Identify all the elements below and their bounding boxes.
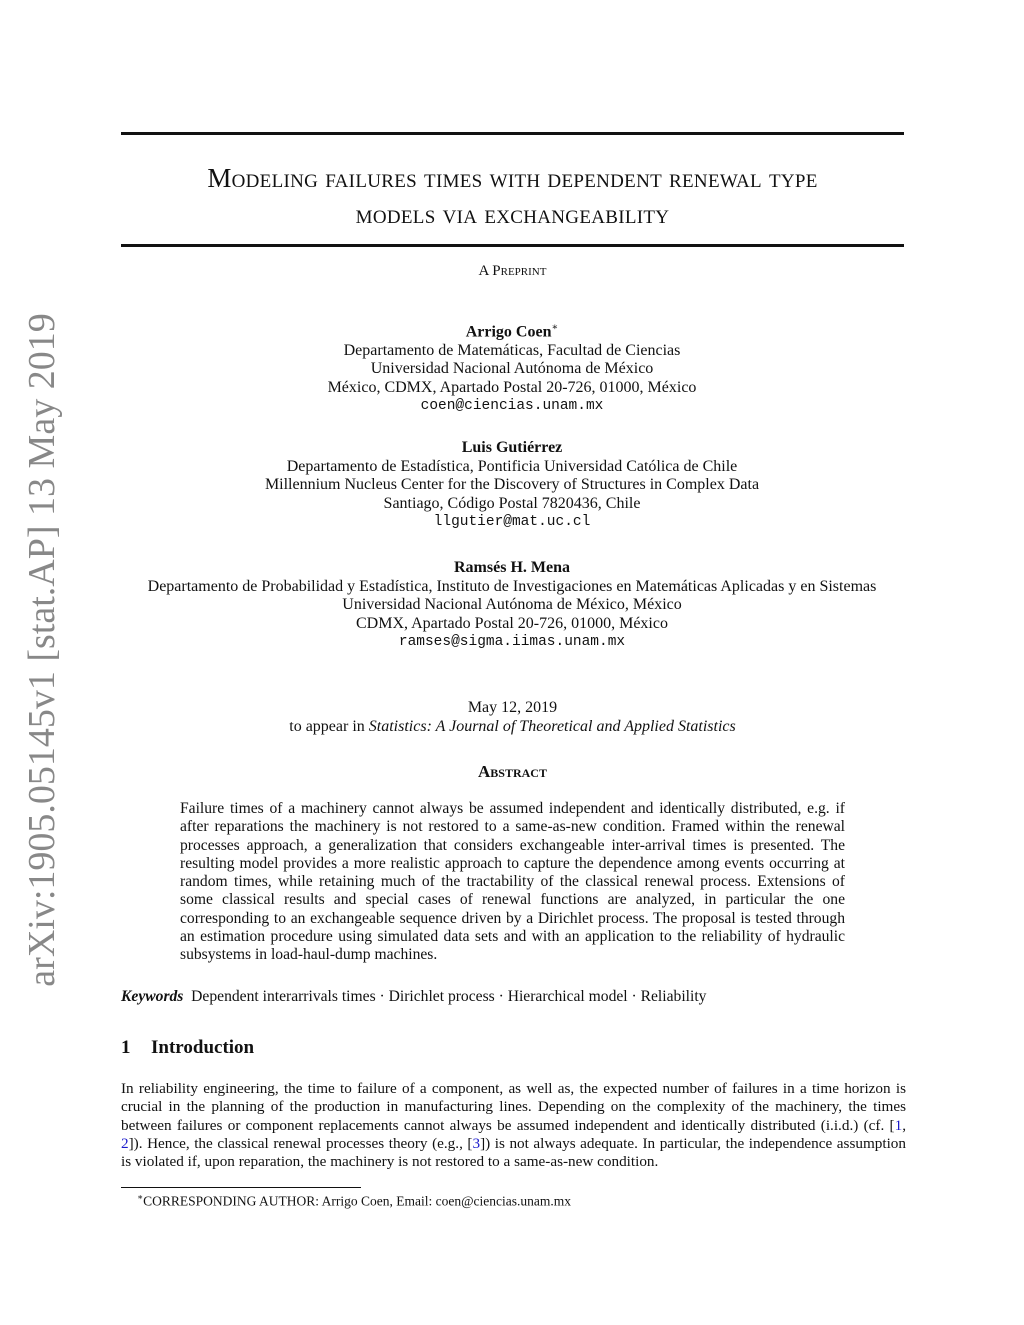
keywords-line xyxy=(121,988,904,1006)
title-rule-top xyxy=(121,132,904,135)
author-email[interactable]: llgutier@mat.uc.cl xyxy=(433,514,591,530)
citation-link[interactable]: 1 xyxy=(894,1116,903,1134)
title-line-1: Modeling failures times with dependent renewal type xyxy=(207,163,818,193)
footnote-mark: ∗ xyxy=(137,1192,144,1202)
affiliation-line: México, CDMX, Apartado Postal 20-726, 01000, México xyxy=(327,378,697,396)
author-email[interactable]: ramses@sigma.iimas.unam.mx xyxy=(398,634,626,650)
author-block-gutierrez xyxy=(100,439,924,532)
affiliation-line: Departamento de Probabilidad y Estadística, Instituto de Investigaciones en Matemáticas Aplicadas y en Sistemas xyxy=(147,577,877,595)
paper-date: May 12, 2019 xyxy=(467,699,558,716)
author-name: Ramsés H. Mena xyxy=(454,559,570,576)
abstract-body: Failure times of a machinery cannot always be assumed independent and identically distributed, e.g. if after reparations the machinery is not restored to a same-as-new condition. Framed within the renewal processes approach, a generalization that considers exchangeable inter-arrival times is presented. The resulting model provides a more realistic approach to capture the dependence among events occurring at random times, while retaining much of the tractability of the classical renewal process. Extensions of some classical results and special cases of renewal functions are analyzed, in particular the one corresponding to an exchangeable sequence driven by a Dirichlet process. The proposal is tested through an estimation procedure using simulated data sets and with an application to the reliability of hydraulic subsystems in load-haul-dump machines. xyxy=(180,800,845,964)
footnote-text: CORRESPONDING AUTHOR: Arrigo Coen, Email: coen@ciencias.unam.mx xyxy=(143,1193,572,1209)
author-block-mena xyxy=(100,559,924,652)
section-heading xyxy=(121,1037,254,1059)
author-name: Arrigo Coen∗ xyxy=(465,322,559,341)
arxiv-identifier-stamp[interactable]: arXiv:1905.05145v1 [stat.AP] 13 May 2019 xyxy=(21,313,63,987)
affiliation-line: Millennium Nucleus Center for the Discovery of Structures in Complex Data xyxy=(264,476,760,493)
affiliation-line: Universidad Nacional Autónoma de México, México xyxy=(342,596,682,613)
date-block xyxy=(121,698,904,736)
author-name: Luis Gutiérrez xyxy=(461,439,563,456)
keywords-label: Keywords xyxy=(121,988,184,1005)
citation-link[interactable]: 2 xyxy=(121,1134,129,1152)
title-line-2: models via exchangeability xyxy=(355,199,670,229)
appear-in-line: to appear in Statistics: A Journal of Theoretical and Applied Statistics xyxy=(289,718,736,735)
preprint-label: A Preprint xyxy=(478,263,547,279)
section-title: Introduction xyxy=(151,1037,255,1058)
footnote-mark: ∗ xyxy=(551,322,559,333)
citation-link[interactable]: 3 xyxy=(472,1134,481,1152)
introduction-paragraph: In reliability engineering, the time to failure of a component, as well as, the expected number of failures in a time horizon is crucial in the planning of the production in manufacturing lines. Depending on the complexity of the machinery, the times between failures or component replacements cannot always be assumed independent and identically distributed (i.i.d.) (cf. [1, 2]). Hence, the classical renewal processes theory (e.g., [3]) is not always adequate. In particular, the independence assumption is violated if, upon reparation, the machinery is not restored to a same-as-new condition. xyxy=(121,1080,906,1171)
paper-title xyxy=(121,160,904,232)
affiliation-line: Departamento de Estadística, Pontificia Universidad Católica de Chile xyxy=(286,457,738,475)
author-block-coen xyxy=(100,319,924,416)
footnote xyxy=(137,1192,571,1210)
journal-name: Statistics: A Journal of Theoretical and Applied Statistics xyxy=(368,718,736,735)
affiliation-line: Universidad Nacional Autónoma de México xyxy=(370,360,654,378)
affiliation-line: Departamento de Matemáticas, Facultad de Ciencias xyxy=(343,341,681,359)
footnote-rule xyxy=(121,1187,361,1188)
author-email[interactable]: coen@ciencias.unam.mx xyxy=(420,398,604,415)
section-number: 1 xyxy=(121,1037,131,1058)
abstract-heading: Abstract xyxy=(478,762,547,781)
title-rule-bottom xyxy=(121,244,904,247)
affiliation-line: Santiago, Código Postal 7820436, Chile xyxy=(383,494,641,512)
affiliation-line: CDMX, Apartado Postal 20-726, 01000, México xyxy=(356,614,668,632)
keywords-text: Dependent interarrivals times · Dirichlet process · Hierarchical model · Reliability xyxy=(191,988,707,1005)
